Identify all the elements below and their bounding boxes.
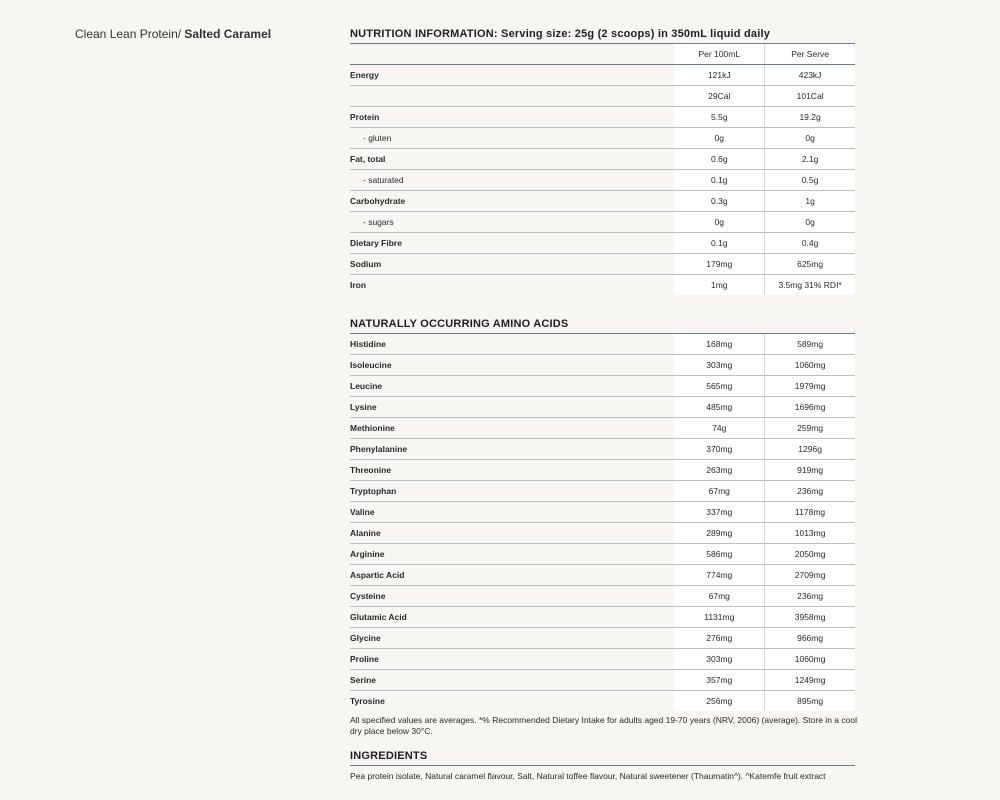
row-label: Threonine xyxy=(350,465,392,475)
value-per-100ml: 263mg xyxy=(674,460,765,480)
value-per-100ml: 774mg xyxy=(674,565,765,585)
value-per-100ml: 276mg xyxy=(674,628,765,648)
value-per-100ml: 0.1g xyxy=(674,170,765,190)
row-label: Energy xyxy=(350,70,379,80)
row-label: Fat, total xyxy=(350,154,386,164)
value-per-100ml: 29Cal xyxy=(674,86,765,106)
value-per-serve: 1060mg xyxy=(765,355,855,375)
value-per-serve: 0g xyxy=(765,128,855,148)
nutrition-title: NUTRITION INFORMATION: Serving size: 25g (2 scoops) in 350mL liquid daily xyxy=(350,27,855,44)
value-per-100ml: 485mg xyxy=(674,397,765,417)
value-per-serve: 966mg xyxy=(765,628,855,648)
footnote: All specified values are averages. *% Recommended Dietary Intake for adults aged 19-70 years (NRV, 2006) (average). Store in a cool dry place below 30°C. xyxy=(350,715,857,736)
table-row xyxy=(350,502,855,523)
value-per-serve: 1g xyxy=(765,191,855,211)
table-row xyxy=(350,460,855,481)
table-row xyxy=(350,170,855,191)
table-row xyxy=(350,439,855,460)
row-label: Glycine xyxy=(350,633,381,643)
table-row xyxy=(350,65,855,86)
table-row xyxy=(350,586,855,607)
row-label: Isoleucine xyxy=(350,360,392,370)
row-label: - gluten xyxy=(363,133,392,143)
value-per-100ml: 74g xyxy=(674,418,765,438)
value-per-100ml: 586mg xyxy=(674,544,765,564)
value-per-serve: 1249mg xyxy=(765,670,855,690)
row-label: Methionine xyxy=(350,423,395,433)
row-label: Tryptophan xyxy=(350,486,397,496)
ingredients-text: Pea protein isolate, Natural caramel flavour, Salt, Natural toffee flavour, Natural sweetener (Thaumatin^). ^Katemfe fruit extract xyxy=(350,771,826,781)
value-per-100ml: 0g xyxy=(674,128,765,148)
value-per-serve: 1696mg xyxy=(765,397,855,417)
table-row xyxy=(350,86,855,107)
value-per-100ml: 303mg xyxy=(674,355,765,375)
value-per-serve: 101Cal xyxy=(765,86,855,106)
value-per-serve: 0g xyxy=(765,212,855,232)
table-row xyxy=(350,254,855,275)
value-per-serve: 236mg xyxy=(765,586,855,606)
table-row xyxy=(350,481,855,502)
value-per-100ml: 0.3g xyxy=(674,191,765,211)
value-per-serve: 1060mg xyxy=(765,649,855,669)
value-per-100ml: 1131mg xyxy=(674,607,765,627)
row-label: Cysteine xyxy=(350,591,386,601)
row-label: Iron xyxy=(350,280,367,290)
value-per-100ml: 357mg xyxy=(674,670,765,690)
nutrition-rows xyxy=(350,65,855,295)
value-per-serve: 0.4g xyxy=(765,233,855,253)
row-label: Lysine xyxy=(350,402,377,412)
header-spacer xyxy=(350,44,674,64)
value-per-100ml: 0.1g xyxy=(674,233,765,253)
table-row xyxy=(350,544,855,565)
table-row xyxy=(350,233,855,254)
value-per-100ml: 370mg xyxy=(674,439,765,459)
row-label: Valine xyxy=(350,507,375,517)
value-per-100ml: 565mg xyxy=(674,376,765,396)
value-per-100ml: 179mg xyxy=(674,254,765,274)
table-row xyxy=(350,523,855,544)
product-flavour: Salted Caramel xyxy=(184,27,272,41)
col-per-100ml: Per 100mL xyxy=(674,44,765,64)
value-per-serve: 919mg xyxy=(765,460,855,480)
value-per-100ml: 289mg xyxy=(674,523,765,543)
nutrition-panel xyxy=(350,27,855,781)
value-per-serve: 1979mg xyxy=(765,376,855,396)
table-row xyxy=(350,670,855,691)
row-label: Glutamic Acid xyxy=(350,612,407,622)
product-line: Clean Lean Protein/ xyxy=(75,27,185,41)
value-per-serve: 1178mg xyxy=(765,502,855,522)
value-per-serve: 2709mg xyxy=(765,565,855,585)
value-per-100ml: 1mg xyxy=(674,275,765,295)
value-per-100ml: 67mg xyxy=(674,481,765,501)
value-per-serve: 259mg xyxy=(765,418,855,438)
table-row xyxy=(350,397,855,418)
row-label: Tyrosine xyxy=(350,696,385,706)
value-per-serve: 1013mg xyxy=(765,523,855,543)
row-label xyxy=(350,86,674,106)
table-row xyxy=(350,691,855,711)
value-per-serve: 3.5mg 31% RDI* xyxy=(765,275,855,295)
row-label: Phenylalanine xyxy=(350,444,408,454)
value-per-100ml: 121kJ xyxy=(674,65,765,85)
value-per-serve: 625mg xyxy=(765,254,855,274)
value-per-serve: 2050mg xyxy=(765,544,855,564)
value-per-serve: 236mg xyxy=(765,481,855,501)
value-per-100ml: 256mg xyxy=(674,691,765,711)
value-per-serve: 895mg xyxy=(765,691,855,711)
table-row xyxy=(350,275,855,295)
table-row xyxy=(350,607,855,628)
ingredients-title: INGREDIENTS xyxy=(350,749,855,766)
row-label: Proline xyxy=(350,654,379,664)
value-per-serve: 2.1g xyxy=(765,149,855,169)
table-row xyxy=(350,334,855,355)
value-per-100ml: 0g xyxy=(674,212,765,232)
value-per-100ml: 67mg xyxy=(674,586,765,606)
row-label: Dietary Fibre xyxy=(350,238,402,248)
table-row xyxy=(350,649,855,670)
row-label: Histidine xyxy=(350,339,386,349)
row-label: - sugars xyxy=(363,217,394,227)
row-label: - saturated xyxy=(363,175,404,185)
table-row xyxy=(350,355,855,376)
row-label: Sodium xyxy=(350,259,382,269)
table-row xyxy=(350,212,855,233)
product-title xyxy=(75,27,271,41)
col-per-serve: Per Serve xyxy=(765,44,855,64)
row-label: Aspartic Acid xyxy=(350,570,405,580)
amino-rows xyxy=(350,334,855,711)
value-per-100ml: 303mg xyxy=(674,649,765,669)
row-label: Leucine xyxy=(350,381,383,391)
row-label: Carbohydrate xyxy=(350,196,406,206)
value-per-serve: 1296g xyxy=(765,439,855,459)
value-per-serve: 0.5g xyxy=(765,170,855,190)
value-per-serve: 19.2g xyxy=(765,107,855,127)
table-row xyxy=(350,418,855,439)
table-row xyxy=(350,191,855,212)
table-row xyxy=(350,128,855,149)
table-row xyxy=(350,107,855,128)
value-per-100ml: 168mg xyxy=(674,334,765,354)
row-label: Alanine xyxy=(350,528,381,538)
table-row xyxy=(350,565,855,586)
row-label: Arginine xyxy=(350,549,385,559)
table-row xyxy=(350,628,855,649)
value-per-100ml: 5.5g xyxy=(674,107,765,127)
value-per-100ml: 0.6g xyxy=(674,149,765,169)
value-per-serve: 3958mg xyxy=(765,607,855,627)
value-per-100ml: 337mg xyxy=(674,502,765,522)
table-row xyxy=(350,149,855,170)
value-per-serve: 589mg xyxy=(765,334,855,354)
row-label: Protein xyxy=(350,112,380,122)
table-row xyxy=(350,376,855,397)
nutrition-header-row xyxy=(350,44,855,65)
row-label: Serine xyxy=(350,675,376,685)
value-per-serve: 423kJ xyxy=(765,65,855,85)
amino-title: NATURALLY OCCURRING AMINO ACIDS xyxy=(350,317,855,334)
